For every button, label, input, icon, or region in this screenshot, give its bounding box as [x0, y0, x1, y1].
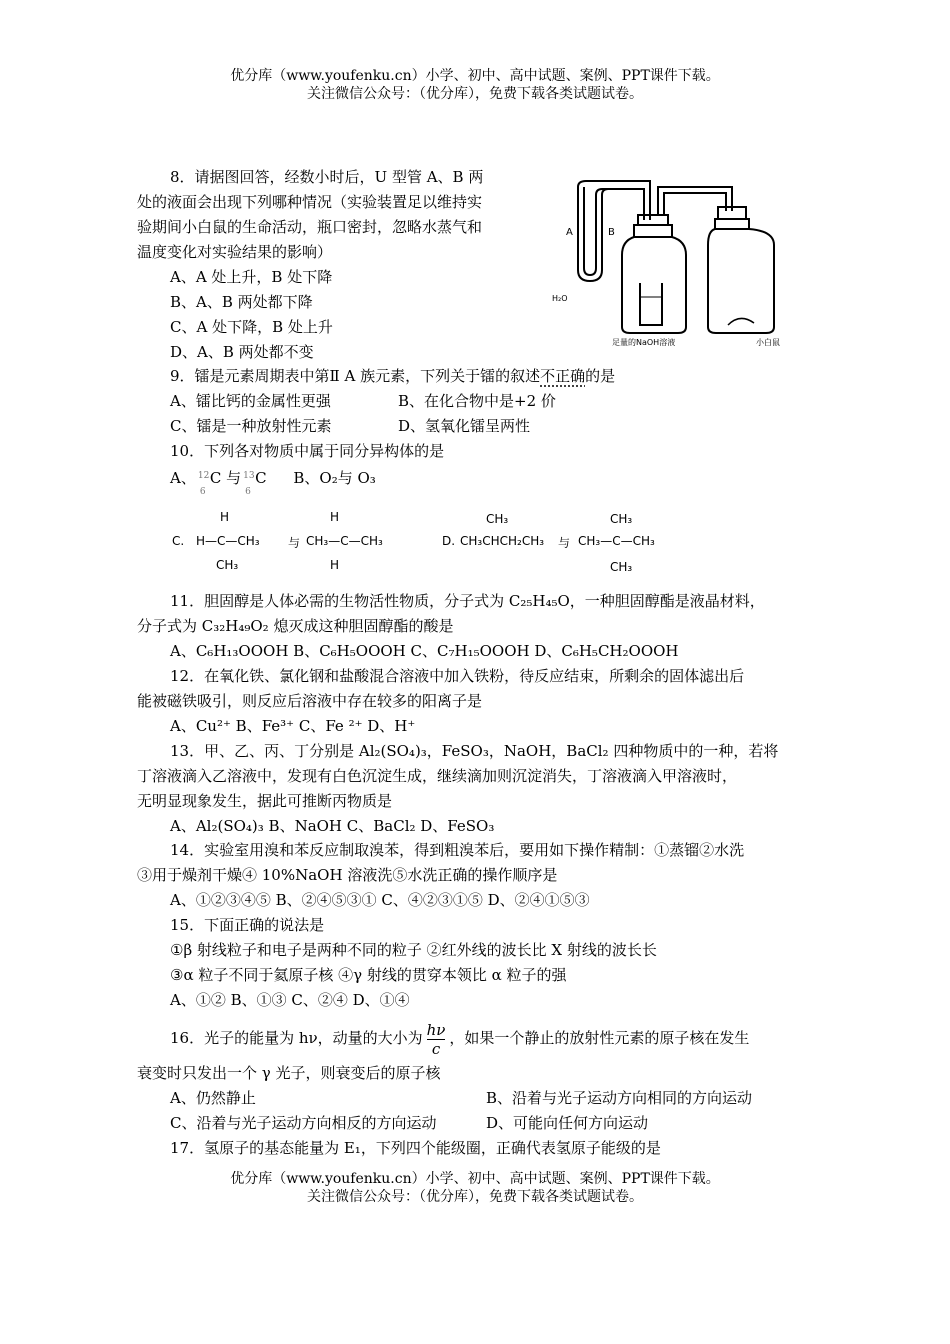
q16-option-a: A、仍然静止 [170, 1089, 256, 1107]
q16-stem-post: ，如果一个静止的放射性元素的原子核在发生 [449, 1029, 750, 1047]
q8-option-a: A、A 处上升，B 处下降 [170, 268, 333, 286]
q15-statements-2: ③α 粒子不同于氦原子核 ④γ 射线的贯穿本领比 α 粒子的强 [170, 966, 567, 984]
isotope-1: 12 6 [197, 471, 210, 497]
q9-stem-post: 的是 [585, 367, 616, 385]
q9-option-c: C、镭是一种放射性元素 [170, 417, 332, 435]
q10-a-prefix: A、 [170, 469, 196, 487]
q16-stem-pre: 16．光子的能量为 hν，动量的大小为 [170, 1029, 423, 1047]
q9-option-d: D、氢氧化镭呈两性 [398, 417, 531, 435]
d-left-mid: CH₃CHCH₂CH₃ [460, 534, 545, 548]
q15-stem: 15．下面正确的说法是 [170, 916, 325, 934]
c-and: 与 [288, 536, 301, 550]
q8-option-b: B、A、B 两处都下降 [170, 293, 313, 311]
q10-stem: 10．下列各对物质中属于同分异构体的是 [170, 442, 445, 460]
q8-stem-1: 8．请据图回答，经数小时后，U 型管 A、B 两 [170, 168, 484, 186]
q8-option-d: D、A、B 两处都不变 [170, 343, 314, 361]
q16-option-b: B、沿着与光子运动方向相同的方向运动 [486, 1089, 753, 1107]
d-and: 与 [558, 536, 571, 550]
c-left-bot: CH₃ [216, 558, 239, 572]
q9-stem-emphasis: 不正确 [540, 367, 586, 385]
q16-stem [170, 1016, 749, 1060]
momentum-fraction: $\frac{h\nu}{c}$ [426, 1020, 446, 1058]
q16-option-d: D、可能向任何方向运动 [486, 1114, 649, 1132]
q14-stem-1: 14．实验室用溴和苯反应制取溴苯，得到粗溴苯后，要用如下操作精制：①蒸镏②水洗 [170, 841, 745, 859]
d-left-top: CH₃ [486, 512, 509, 526]
q14-options: A、①②③④⑤ B、②④⑤③① C、④②③①⑤ D、②④①⑤③ [170, 891, 590, 909]
q10-a-el1: C [209, 469, 222, 487]
q13-options: A、Al₂(SO₄)₃ B、NaOH C、BaCl₂ D、FeSO₃ [170, 817, 495, 835]
c-right-mid: CH₃—C—CH₃ [306, 534, 383, 548]
isotope-2: 13 6 [243, 471, 255, 497]
water-label: H₂O [552, 294, 568, 303]
d-right-mid: CH₃—C—CH₃ [578, 534, 655, 548]
d-right-top: CH₃ [610, 512, 633, 526]
q8-stem-3: 验期间小白鼠的生命活动，瓶口密封，忽略水蒸气和 [137, 218, 483, 236]
q16-option-c: C、沿着与光子运动方向相反的方向运动 [170, 1114, 437, 1132]
q17-stem: 17．氢原子的基态能量为 E₁，下列四个能级圈，正确代表氢原子能级的是 [170, 1139, 661, 1157]
q10-a-and: 与 [226, 469, 242, 487]
q11-stem-2: 分子式为 C₃₂H₄₉O₂ 熄灭成这种胆固醇酯的酸是 [137, 617, 454, 635]
header-line-2: 关注微信公众号：（优分库），免费下载各类试题试卷。 [307, 86, 643, 102]
q9-option-b: B、在化合物中是+2 价 [398, 392, 556, 410]
q14-stem-2: ③用于燥剂干燥④ 10%NaOH 溶液洗⑤水洗正确的操作顺序是 [137, 866, 558, 884]
q9-stem [170, 366, 615, 386]
footer-line-2: 关注微信公众号：（优分库），免费下载各类试题试卷。 [307, 1189, 643, 1205]
q10-d-label: D. [442, 534, 456, 548]
d-right-bot: CH₃ [610, 560, 633, 574]
q16-stem-2: 衰变时只发出一个 γ 光子，则衰变后的原子核 [137, 1064, 441, 1082]
q15-statements-1: ①β 射线粒子和电子是两种不同的粒子 ②红外线的波长比 X 射线的波长长 [170, 941, 657, 959]
q9-stem-pre: 9．镭是元素周期表中第Ⅱ A 族元素，下列关于镭的叙述 [170, 367, 541, 385]
q8-option-c: C、A 处下降，B 处上升 [170, 318, 333, 336]
header-line-1: 优分库（www.youfenku.cn）小学、初中、高中试题、案例、PPT课件下载。 [230, 68, 720, 84]
footer-line-1: 优分库（www.youfenku.cn）小学、初中、高中试题、案例、PPT课件下载。 [230, 1171, 720, 1187]
q10-a-el2: C [255, 469, 267, 487]
q11-stem-1: 11．胆固醇是人体必需的生物活性物质，分子式为 C₂₅H₄₅O，一种胆固醇酯是液晶材料， [170, 592, 765, 610]
naoh-label: 足量的NaOH溶液 [612, 338, 676, 347]
q13-stem-3: 无明显现象发生，据此可推断丙物质是 [137, 792, 393, 810]
tube-label-a: A [566, 227, 573, 238]
c-right-top: H [330, 510, 340, 524]
mouse-label: 小白鼠 [756, 338, 780, 347]
q12-options: A、Cu²⁺ B、Fe³⁺ C、Fe ²⁺ D、H⁺ [170, 717, 416, 735]
tube-label-b: B [608, 227, 615, 238]
q8-stem-2: 处的液面会出现下列哪种情况（实验装置足以维持实 [137, 193, 483, 211]
q15-options: A、①② B、①③ C、②④ D、①④ [170, 991, 410, 1009]
c-right-bot: H [330, 558, 340, 572]
q13-stem-2: 丁溶液滴入乙溶液中，发现有白色沉淀生成，继续滴加则沉淀消失，丁溶液滴入甲溶液时， [137, 767, 738, 785]
q12-stem-1: 12．在氧化铁、氯化钢和盐酸混合溶液中加入铁粉，待反应结束，所剩余的固体滤出后 [170, 667, 745, 685]
c-left-top: H [220, 510, 230, 524]
q8-stem-4: 温度变化对实验结果的影响） [137, 243, 333, 261]
q10-c-label: C. [172, 534, 185, 548]
q10-option-a [170, 468, 376, 497]
q12-stem-2: 能被磁铁吸引，则反应后溶液中存在较多的阳离子是 [137, 692, 483, 710]
experiment-apparatus-figure [550, 175, 790, 347]
q9-option-a: A、镭比钙的金属性更强 [170, 392, 331, 410]
q10-option-b: B、O₂与 O₃ [293, 469, 376, 487]
q10-structures [170, 508, 690, 588]
q13-stem-1: 13．甲、乙、丙、丁分别是 Al₂(SO₄)₃，FeSO₃，NaOH，BaCl₂ 四种物质中的一种，若将 [170, 742, 779, 760]
c-left-mid: H—C—CH₃ [196, 534, 260, 548]
q11-options: A、C₆H₁₃OOOH B、C₆H₅OOOH C、C₇H₁₅OOOH D、C₆H₅CH₂OOOH [170, 642, 679, 660]
